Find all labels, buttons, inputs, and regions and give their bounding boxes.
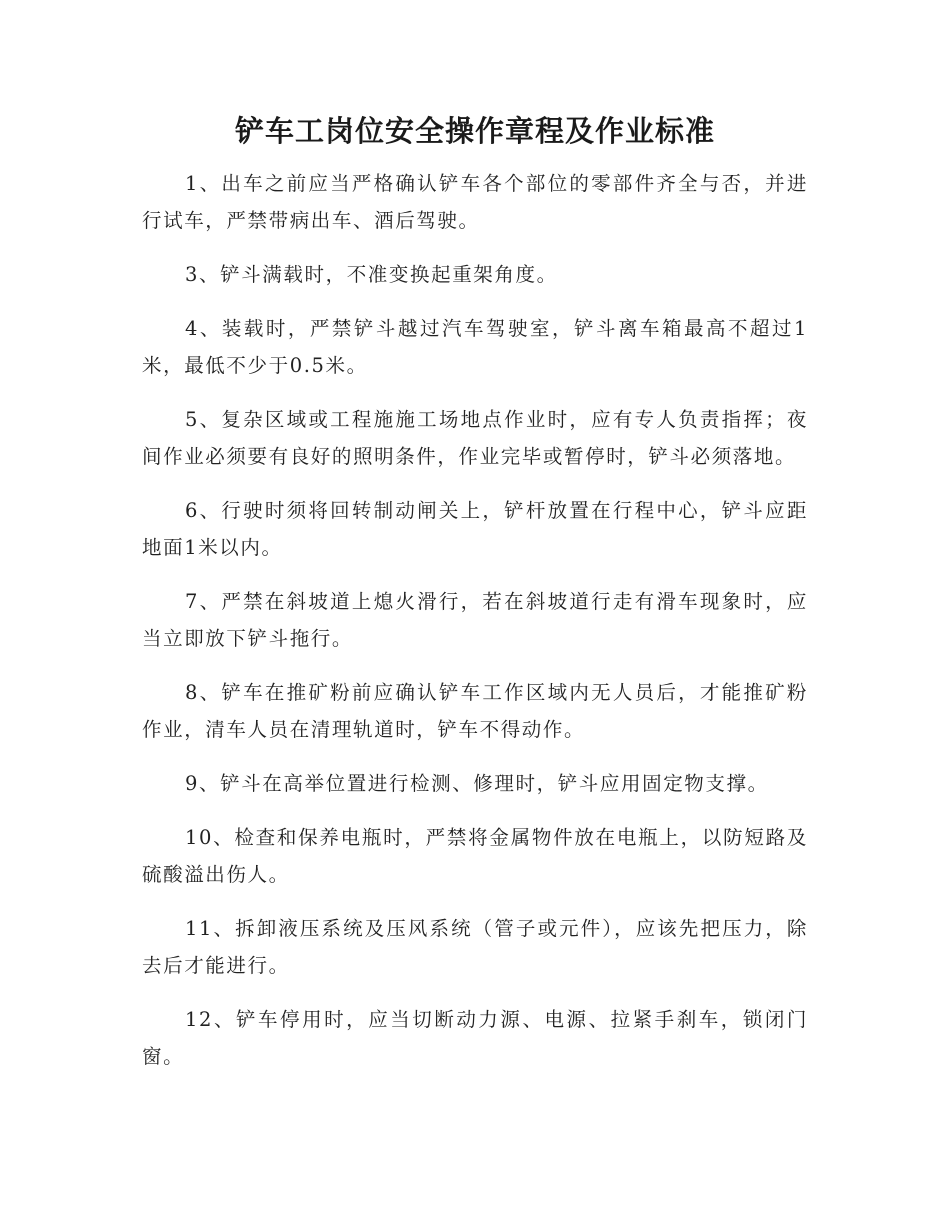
paragraph-rule-11: 11、拆卸液压系统及压风系统（管子或元件），应该先把压力，除去后才能进行。	[142, 917, 808, 977]
paragraph-rule-7: 7、严禁在斜坡道上熄火滑行，若在斜坡道行走有滑车现象时，应当立即放下铲斗拖行。	[142, 590, 808, 650]
document-body	[142, 165, 808, 1092]
paragraph-rule-10: 10、检查和保养电瓶时，严禁将金属物件放在电瓶上，以防短路及硫酸溢出伤人。	[142, 826, 808, 886]
paragraph-rule-12: 12、铲车停用时，应当切断动力源、电源、拉紧手刹车，锁闭门窗。	[142, 1008, 808, 1068]
paragraph-rule-4: 4、装载时，严禁铲斗越过汽车驾驶室，铲斗离车箱最高不超过1米，最低不少于0.5米。	[142, 317, 808, 377]
paragraph-rule-3: 3、铲斗满载时，不准变换起重架角度。	[185, 263, 558, 286]
paragraph-rule-8: 8、铲车在推矿粉前应确认铲车工作区域内无人员后，才能推矿粉作业，清车人员在清理轨道时，铲车不得动作。	[142, 681, 808, 741]
paragraph-rule-1: 1、出车之前应当严格确认铲车各个部位的零部件齐全与否，并进行试车，严禁带病出车、酒后驾驶。	[142, 172, 808, 232]
paragraph-rule-5: 5、复杂区域或工程施施工场地点作业时，应有专人负责指挥；夜间作业必须要有良好的照明条件，作业完毕或暂停时，铲斗必须落地。	[142, 408, 808, 468]
document-title: 铲车工岗位安全操作章程及作业标准	[234, 114, 715, 148]
paragraph-rule-6: 6、行驶时须将回转制动闸关上，铲杆放置在行程中心，铲斗应距地面1米以内。	[142, 499, 808, 559]
paragraph-rule-9: 9、铲斗在高举位置进行检测、修理时，铲斗应用固定物支撑。	[185, 772, 769, 795]
